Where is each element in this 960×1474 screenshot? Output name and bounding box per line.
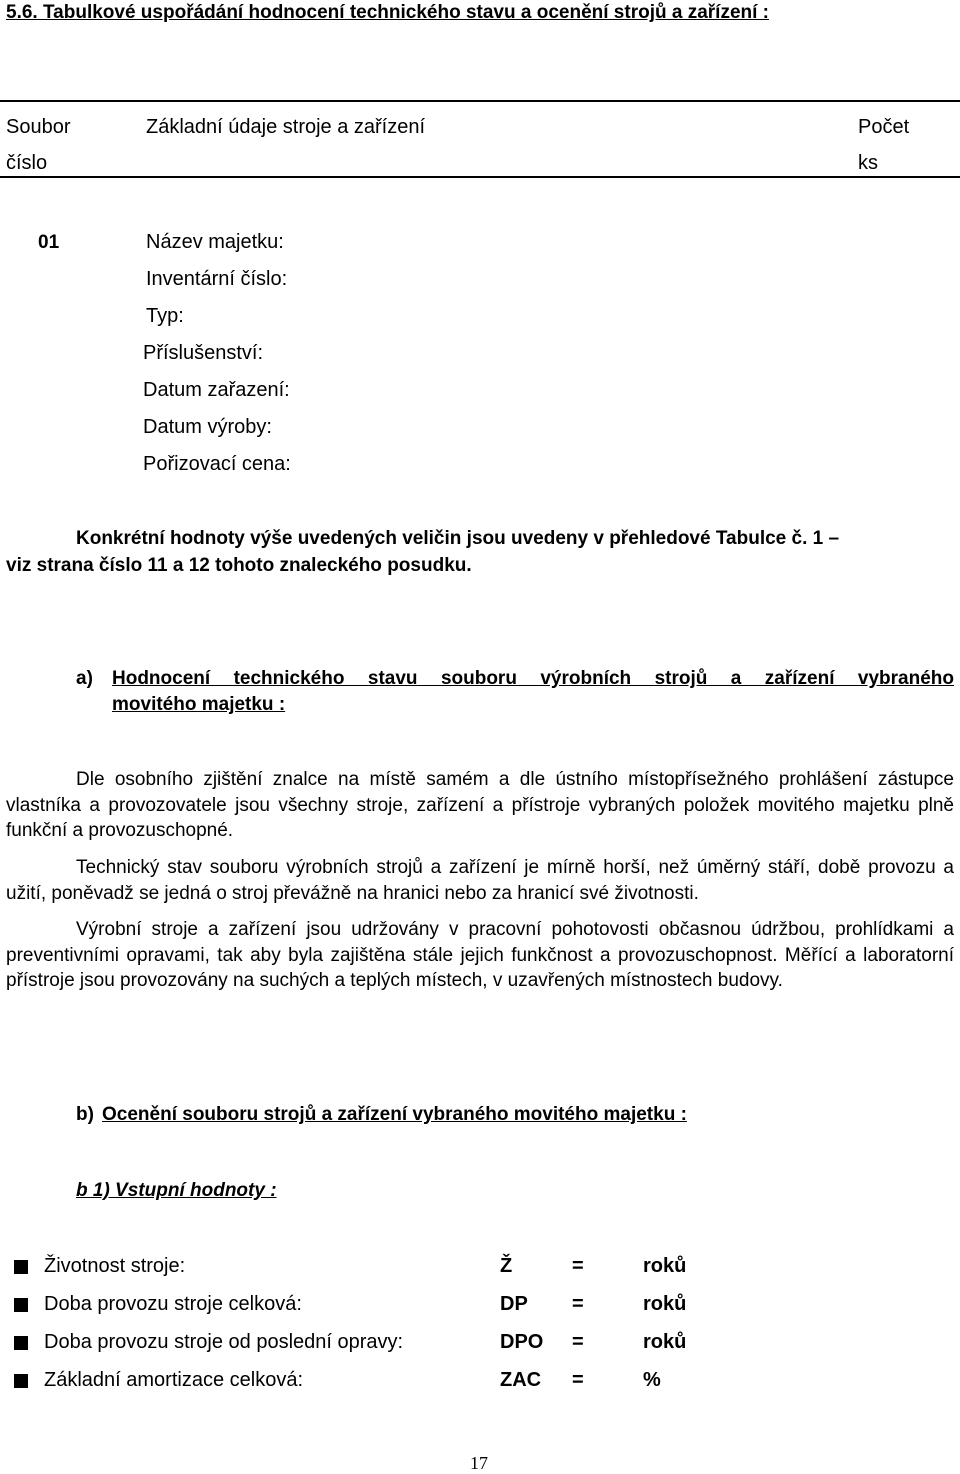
input-symbol: Ž [500,1255,513,1277]
section-a-title-line-1: Hodnocení technického stavu souboru výrobních strojů a zařízení vybraného [112,668,954,689]
input-symbol: DPO [500,1331,544,1353]
col-zakladni-udaje-header: Základní údaje stroje a zařízení [146,116,426,138]
input-equals: = [572,1331,584,1353]
page-number: 17 [470,1453,488,1473]
section-a-paragraph-2: Technický stav souboru výrobních strojů a zařízení je mírně horší, než úměrný stáří, době provozu a užití, poněvadž se jedná o stroj převážně na hranici nebo za hranicí své životnosti. [6,857,954,904]
col-cislo-header: číslo [6,152,48,174]
field-inventarni-cislo: Inventární číslo: [146,268,288,290]
input-label: Základní amortizace celková: [44,1369,304,1391]
section-b1-title: b 1) Vstupní hodnoty : [76,1180,277,1201]
input-symbol: ZAC [500,1369,542,1391]
section-a-title-line-2: movitého majetku : [112,694,286,715]
section-title: 5.6. Tabulkové uspořádání hodnocení technického stavu a ocenění strojů a zařízení : [6,2,769,23]
field-datum-vyroby: Datum výroby: [143,416,272,438]
input-label: Životnost stroje: [44,1255,186,1277]
section-a-paragraph-3: Výrobní stroje a zařízení jsou udržovány v pracovní pohotovosti občasnou údržbou, prohlídkami a preventivními opravami, tak aby byla zajištěna stále jejich funkčnost a provozuschopnost. Měřící a laboratorní přístroje jsou provozovány na suchých a teplých místech, v uzavřených místnostech budovy. [6,919,954,991]
input-equals: = [572,1255,584,1277]
col-soubor-header: Soubor [6,116,71,138]
input-label: Doba provozu stroje od poslední opravy: [44,1331,404,1353]
input-unit: roků [643,1293,687,1315]
col-ks-header: ks [858,152,878,174]
note-line-2: viz strana číslo 11 a 12 tohoto znaleckého posudku. [6,555,472,576]
input-symbol: DP [500,1293,528,1315]
table-header-rule [0,176,960,178]
section-a-prefix: a) [76,668,93,689]
item-number: 01 [38,232,60,253]
note-line-1: Konkrétní hodnoty výše uvedených veličin jsou uvedeny v přehledové Tabulce č. 1 – [76,528,840,549]
square-bullet-icon [14,1298,28,1312]
field-typ: Typ: [146,305,184,327]
field-datum-zarazeni: Datum zařazení: [143,379,290,401]
input-unit: roků [643,1255,687,1277]
input-unit: roků [643,1331,687,1353]
section-b-title: Ocenění souboru strojů a zařízení vybraného movitého majetku : [102,1104,687,1125]
square-bullet-icon [14,1374,28,1388]
input-unit: % [643,1369,661,1391]
field-porizovaci-cena: Pořizovací cena: [143,453,291,475]
input-equals: = [572,1369,584,1391]
square-bullet-icon [14,1260,28,1274]
field-prislusenstvi: Příslušenství: [143,342,264,364]
section-a-paragraph-1: Dle osobního zjištění znalce na místě samém a dle ústního místopřísežného prohlášení zástupce vlastníka a provozovatele jsou všechny stroje, zařízení a přístroje vybraných položek movitého majetku plně funkční a provozuschopné. [6,769,954,841]
square-bullet-icon [14,1336,28,1350]
input-label: Doba provozu stroje celková: [44,1293,302,1315]
input-equals: = [572,1293,584,1315]
col-pocet-header: Počet [858,116,910,138]
table-top-rule [0,100,960,102]
section-b-prefix: b) [76,1104,94,1125]
field-nazev-majetku: Název majetku: [146,231,284,253]
